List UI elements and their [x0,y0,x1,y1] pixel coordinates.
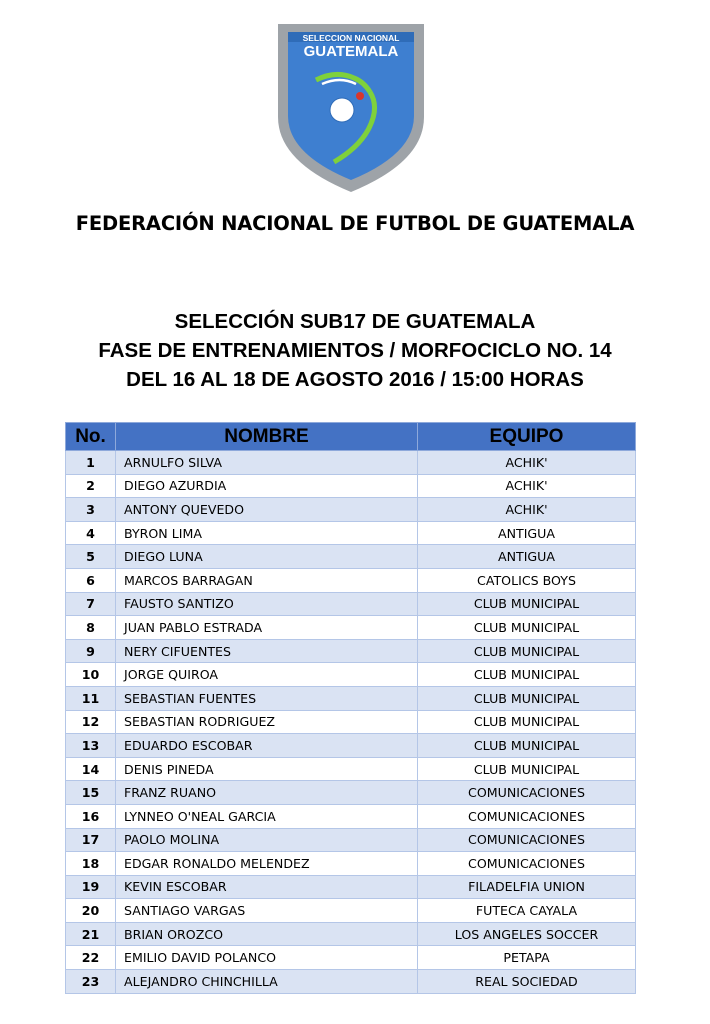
player-number: 7 [66,592,116,616]
table-row [66,852,636,876]
table-row [66,757,636,781]
player-name: SEBASTIAN FUENTES [116,686,418,710]
table-row [66,875,636,899]
player-team: COMUNICACIONES [418,804,636,828]
crest-top-text: SELECCION NACIONAL [302,33,400,43]
player-name: EMILIO DAVID POLANCO [116,946,418,970]
table-row [66,568,636,592]
player-number: 21 [66,922,116,946]
federation-crest [276,22,426,194]
table-row [66,922,636,946]
player-team: ACHIK' [418,498,636,522]
roster-table [65,422,636,994]
player-number: 18 [66,852,116,876]
player-number: 5 [66,545,116,569]
table-row [66,616,636,640]
table-row [66,970,636,994]
player-name: SANTIAGO VARGAS [116,899,418,923]
player-team: COMUNICACIONES [418,781,636,805]
player-team: CLUB MUNICIPAL [418,592,636,616]
team-title: SELECCIÓN SUB17 DE GUATEMALA [174,310,536,333]
player-name: KEVIN ESCOBAR [116,875,418,899]
player-team: ANTIGUA [418,521,636,545]
player-team: CLUB MUNICIPAL [418,710,636,734]
table-row [66,710,636,734]
date-title: DEL 16 AL 18 DE AGOSTO 2016 / 15:00 HORAS [126,368,584,391]
column-header-name: NOMBRE [116,423,418,451]
player-number: 15 [66,781,116,805]
player-team: REAL SOCIEDAD [418,970,636,994]
table-row [66,592,636,616]
player-number: 19 [66,875,116,899]
player-team: CLUB MUNICIPAL [418,639,636,663]
table-row [66,663,636,687]
column-header-team: EQUIPO [418,423,636,451]
player-team: PETAPA [418,946,636,970]
player-team: ACHIK' [418,474,636,498]
player-number: 13 [66,734,116,758]
phase-title: FASE DE ENTRENAMIENTOS / MORFOCICLO NO. 14 [98,339,612,362]
table-row [66,521,636,545]
table-row [66,639,636,663]
player-name: BYRON LIMA [116,521,418,545]
player-name: NERY CIFUENTES [116,639,418,663]
player-team: FILADELFIA UNION [418,875,636,899]
player-name: SEBASTIAN RODRIGUEZ [116,710,418,734]
table-row [66,498,636,522]
player-number: 17 [66,828,116,852]
player-team: CATOLICS BOYS [418,568,636,592]
table-row [66,734,636,758]
player-team: CLUB MUNICIPAL [418,616,636,640]
player-name: PAOLO MOLINA [116,828,418,852]
player-team: CLUB MUNICIPAL [418,757,636,781]
quetzal-soccer-crest-icon [276,22,426,194]
player-name: DIEGO AZURDIA [116,474,418,498]
player-name: ALEJANDRO CHINCHILLA [116,970,418,994]
crest-name-text: GUATEMALA [303,43,399,60]
player-team: CLUB MUNICIPAL [418,663,636,687]
player-number: 6 [66,568,116,592]
player-number: 3 [66,498,116,522]
table-row [66,451,636,475]
table-row [66,899,636,923]
column-header-number: No. [66,423,116,451]
table-header-row [66,423,636,451]
table-row [66,686,636,710]
player-number: 2 [66,474,116,498]
player-team: ANTIGUA [418,545,636,569]
player-number: 9 [66,639,116,663]
table-row [66,545,636,569]
table-row [66,781,636,805]
player-team: CLUB MUNICIPAL [418,686,636,710]
player-name: BRIAN OROZCO [116,922,418,946]
federation-title: FEDERACIÓN NACIONAL DE FUTBOL DE GUATEMALA [75,212,635,235]
player-name: JORGE QUIROA [116,663,418,687]
player-name: FAUSTO SANTIZO [116,592,418,616]
table-row [66,828,636,852]
player-name: JUAN PABLO ESTRADA [116,616,418,640]
player-name: DIEGO LUNA [116,545,418,569]
player-team: LOS ANGELES SOCCER [418,922,636,946]
player-name: ARNULFO SILVA [116,451,418,475]
player-team: CLUB MUNICIPAL [418,734,636,758]
player-number: 11 [66,686,116,710]
player-number: 1 [66,451,116,475]
player-name: EDGAR RONALDO MELENDEZ [116,852,418,876]
player-team: ACHIK' [418,451,636,475]
document-titles [0,307,710,394]
player-number: 10 [66,663,116,687]
table-row [66,804,636,828]
player-team: COMUNICACIONES [418,852,636,876]
player-team: FUTECA CAYALA [418,899,636,923]
player-team: COMUNICACIONES [418,828,636,852]
player-name: FRANZ RUANO [116,781,418,805]
table-row [66,474,636,498]
player-number: 8 [66,616,116,640]
player-name: MARCOS BARRAGAN [116,568,418,592]
player-number: 12 [66,710,116,734]
player-number: 20 [66,899,116,923]
player-number: 14 [66,757,116,781]
player-name: LYNNEO O'NEAL GARCIA [116,804,418,828]
player-name: EDUARDO ESCOBAR [116,734,418,758]
player-name: ANTONY QUEVEDO [116,498,418,522]
player-number: 4 [66,521,116,545]
player-name: DENIS PINEDA [116,757,418,781]
player-number: 16 [66,804,116,828]
table-row [66,946,636,970]
player-number: 23 [66,970,116,994]
player-number: 22 [66,946,116,970]
